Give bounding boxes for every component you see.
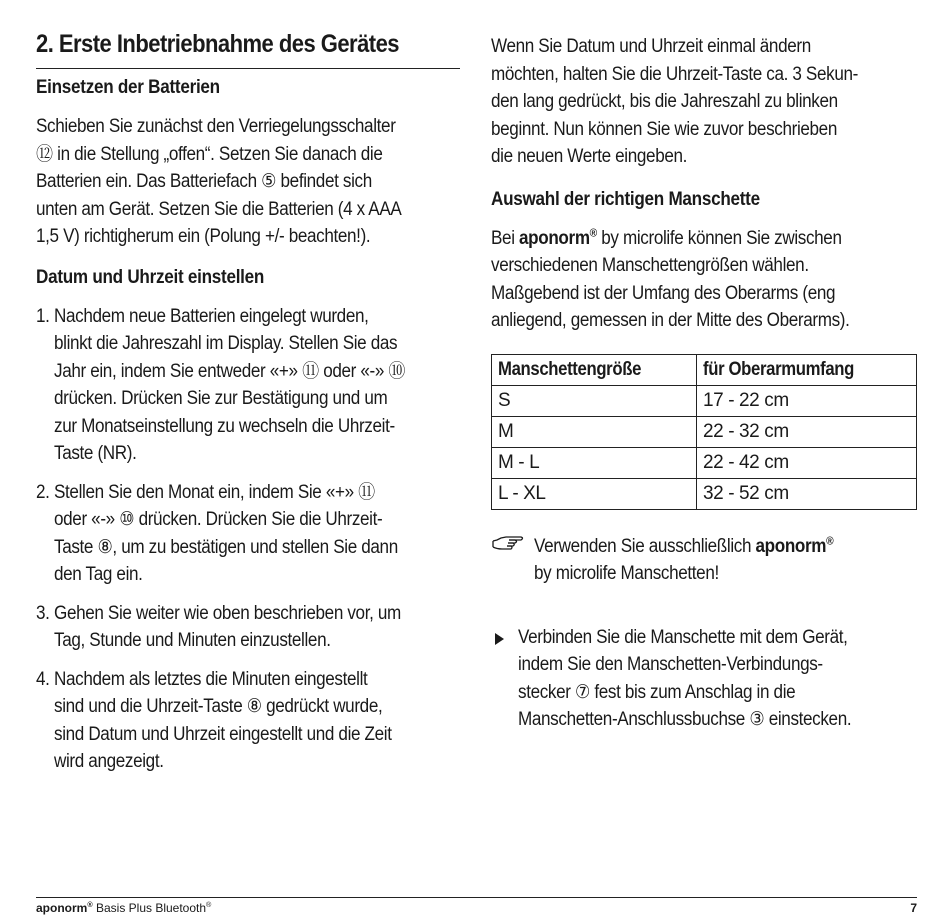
text-line: wird angezeigt. — [54, 751, 164, 772]
text-line: Nachdem als letztes die Minuten eingestellt — [54, 668, 368, 690]
steps-list — [36, 303, 468, 776]
page-number: 7 — [910, 901, 917, 915]
cuff-size-table — [491, 354, 917, 510]
table-cell: 22 - 42 cm — [697, 447, 917, 478]
text-line: sind und die Uhrzeit-Taste ⑧ gedrückt wurde, — [54, 696, 383, 717]
table-cell: M - L — [492, 447, 697, 478]
registered-mark: ® — [826, 535, 834, 548]
text-line: oder «-» ⑩ drücken. Drücken Sie die Uhrzeit- — [54, 509, 383, 530]
text-line: Taste ⑧, um zu bestätigen und stellen Sie dann — [54, 536, 398, 558]
text-line: verschiedenen Manschettengrößen wählen. — [491, 255, 809, 276]
table-row — [492, 385, 917, 416]
text-line: Nachdem neue Batterien eingelegt wurden, — [54, 305, 369, 327]
text-line: sind Datum und Uhrzeit eingestellt und die Zeit — [54, 723, 392, 745]
bullet-block — [491, 624, 917, 734]
text-line: indem Sie den Manschetten-Verbindungs- — [518, 654, 823, 675]
section-heading-cuff: Auswahl der richtigen Manschette — [491, 188, 760, 210]
table-header-row — [492, 354, 917, 385]
list-item — [36, 666, 468, 776]
table-cell: L - XL — [492, 478, 697, 509]
table-cell: S — [492, 385, 697, 416]
section-heading-batteries: Einsetzen der Batterien — [36, 77, 220, 98]
text-line: Taste (NR). — [54, 443, 137, 464]
left-body — [36, 77, 460, 776]
product-name: Basis Plus Bluetooth — [92, 901, 207, 915]
triangle-bullet-icon — [495, 633, 504, 645]
left-column — [36, 30, 460, 70]
text-line: Wenn Sie Datum und Uhrzeit einmal ändern — [491, 36, 811, 57]
text-line: den Tag ein. — [54, 564, 143, 585]
page-title-wrap — [36, 30, 460, 70]
list-item — [36, 479, 468, 589]
list-item — [36, 600, 468, 655]
text-line: drücken. Drücken Sie zur Bestätigung und um — [54, 388, 388, 409]
step-number: 3. — [36, 602, 50, 624]
text-rest: by microlife können Sie zwischen — [596, 227, 842, 249]
text-line — [491, 225, 923, 253]
table-header — [492, 354, 697, 385]
text-line: anliegend, gemessen in der Mitte des Oberarms). — [491, 310, 850, 331]
text-line: 1,5 V) richtigherum ein (Polung +/- beachten!). — [36, 226, 371, 247]
brand-name: aponorm — [755, 535, 827, 557]
intro-paragraph — [491, 33, 923, 171]
text-line: beginnt. Nun können Sie wie zuvor beschrieben — [491, 118, 837, 140]
registered-mark: ® — [206, 900, 212, 909]
step-number: 1. — [36, 305, 50, 327]
step-number: 4. — [36, 668, 50, 690]
text-line: die neuen Werte eingeben. — [491, 146, 688, 167]
cuff-paragraph — [491, 225, 923, 335]
step-number: 2. — [36, 481, 50, 503]
page-title: 2. Erste Inbetriebnahme des Gerätes — [36, 30, 400, 58]
footer-product — [36, 901, 211, 915]
table-header — [697, 354, 917, 385]
text-line: Batterien ein. Das Batteriefach ⑤ befindet sich — [36, 171, 372, 192]
registered-mark: ® — [589, 227, 597, 240]
text-line: unten am Gerät. Setzen Sie die Batterien (4 x AAA — [36, 198, 402, 220]
pointing-hand-icon — [491, 535, 525, 564]
registered-mark: ® — [87, 900, 93, 909]
table-cell: 17 - 22 cm — [697, 385, 917, 416]
section-heading-datetime: Datum und Uhrzeit einstellen — [36, 266, 265, 288]
text-line: blinkt die Jahreszahl im Display. Stellen Sie das — [54, 333, 398, 354]
text-line: ⑫ in die Stellung „offen“. Setzen Sie danach die — [36, 143, 383, 165]
batteries-paragraph — [36, 113, 468, 251]
text-prefix: Bei — [491, 227, 520, 249]
text-line: Maßgebend ist der Umfang des Oberarms (eng — [491, 282, 836, 304]
right-column — [491, 33, 917, 734]
brand-name: aponorm — [519, 227, 590, 249]
text-line: Schieben Sie zunächst den Verriegelungsschalter — [36, 116, 396, 137]
text-line: Tag, Stunde und Minuten einzustellen. — [54, 630, 331, 651]
table-row — [492, 478, 917, 509]
text-line: by microlife Manschetten! — [534, 563, 719, 584]
text-line: Manschetten-Anschlussbuchse ③ einstecken. — [518, 709, 852, 730]
table-row — [492, 416, 917, 447]
text-prefix: Verwenden Sie ausschließlich — [534, 535, 756, 557]
table-cell: 22 - 32 cm — [697, 416, 917, 447]
note-block — [491, 533, 917, 588]
table-cell: 32 - 52 cm — [697, 478, 917, 509]
text-line: stecker ⑦ fest bis zum Anschlag in die — [518, 681, 796, 703]
text-line: Stellen Sie den Monat ein, indem Sie «+» ⑪ — [54, 481, 375, 503]
table-row — [492, 447, 917, 478]
table-cell: M — [492, 416, 697, 447]
footer-rule — [36, 897, 917, 898]
title-rule — [36, 68, 460, 69]
text-line: Verbinden Sie die Manschette mit dem Gerät, — [518, 626, 848, 648]
text-line: den lang gedrückt, bis die Jahreszahl zu blinken — [491, 91, 838, 112]
text-line: zur Monatseinstellung zu wechseln die Uhrzeit- — [54, 415, 395, 437]
list-item — [36, 303, 468, 468]
text-line — [534, 533, 921, 561]
header-label: Manschettengröße — [498, 358, 642, 380]
text-line: möchten, halten Sie die Uhrzeit-Taste ca. 3 Sekun- — [491, 63, 858, 85]
text-line: Gehen Sie weiter wie oben beschrieben vor, um — [54, 602, 401, 624]
header-label: für Oberarmumfang — [703, 358, 855, 380]
brand-name: aponorm — [36, 901, 88, 915]
text-line: Jahr ein, indem Sie entweder «+» ⑪ oder «-» ⑩ — [54, 360, 406, 382]
